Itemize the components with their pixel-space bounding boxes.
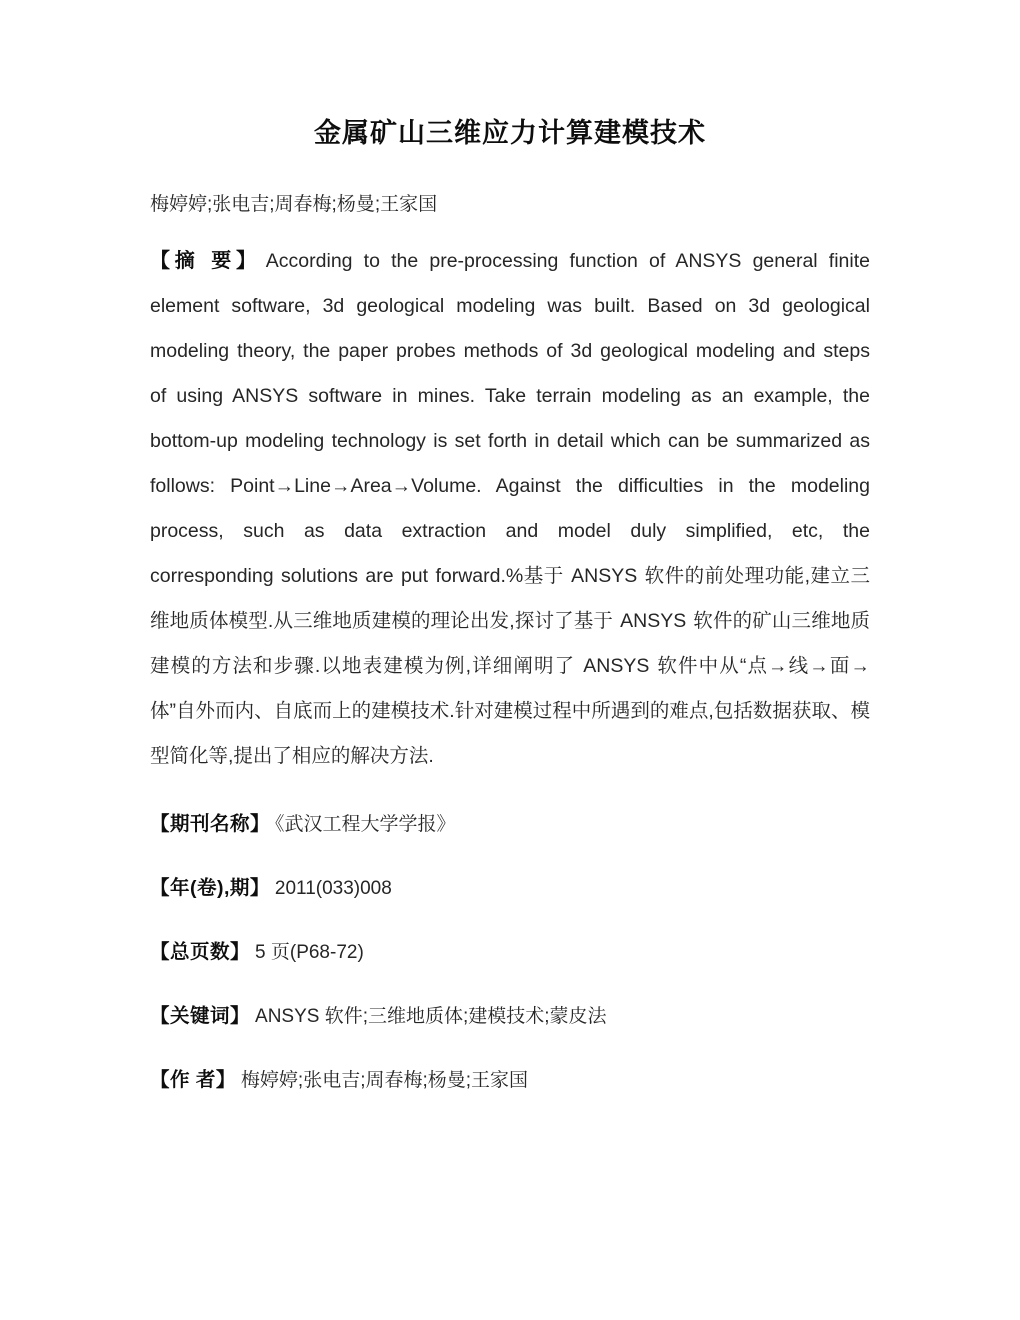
keywords-field xyxy=(150,1003,870,1030)
total-pages-field xyxy=(150,939,870,966)
author-list-field xyxy=(150,1067,870,1094)
page-title: 金属矿山三维应力计算建模技术 xyxy=(314,118,706,148)
journal-name-value: 《武汉工程大学学报》 xyxy=(275,814,456,835)
journal-name-label: 【期刊名称】 xyxy=(150,813,271,835)
author-list-value: 梅婷婷;张电吉;周春梅;杨曼;王家国 xyxy=(240,1070,529,1091)
author-list-label: 【作 者】 xyxy=(150,1069,236,1091)
journal-name-field xyxy=(150,811,870,838)
keywords-value: ANSYS 软件;三维地质体;建模技术;蒙皮法 xyxy=(255,1006,607,1027)
authors-line: 梅婷婷;张电吉;周春梅;杨曼;王家国 xyxy=(150,194,438,215)
year-volume-issue-field xyxy=(150,875,870,902)
abstract-label: 【摘 要】 xyxy=(150,250,261,272)
abstract-text: According to the pre-processing function of ANSYS general finite element software, 3d geological modeling was built. Based on 3d geological modeling theory, the paper probes methods of 3d geological modeling and steps of using ANSYS software in mines. Take terrain modeling as an example, the bottom-up modeling technology is set forth in detail which can be summarized as follows: Point→Line→Area→Volume. Against the difficulties in the modeling process, such as data extraction and model duly simplified, etc, the corresponding solutions are put forward.%基于 ANSYS 软件的前处理功能,建立三维地质体模型.从三维地质建模的理论出发,探讨了基于 ANSYS 软件的矿山三维地质建模的方法和步骤.以地表建模为例,详细阐明了 ANSYS 软件中从“点→线→面→体”自外而内、自底而上的建模技术.针对建模过程中所遇到的难点,包括数据获取、模型简化等,提出了相应的解决方法. xyxy=(150,250,870,767)
total-pages-label: 【总页数】 xyxy=(150,941,251,963)
abstract-paragraph xyxy=(150,239,870,779)
total-pages-value: 5 页(P68-72) xyxy=(255,942,364,963)
year-volume-issue-label: 【年(卷),期】 xyxy=(150,877,270,899)
metadata-field-list xyxy=(150,811,870,1094)
keywords-label: 【关键词】 xyxy=(150,1005,251,1027)
year-volume-issue-value: 2011(033)008 xyxy=(274,878,392,899)
